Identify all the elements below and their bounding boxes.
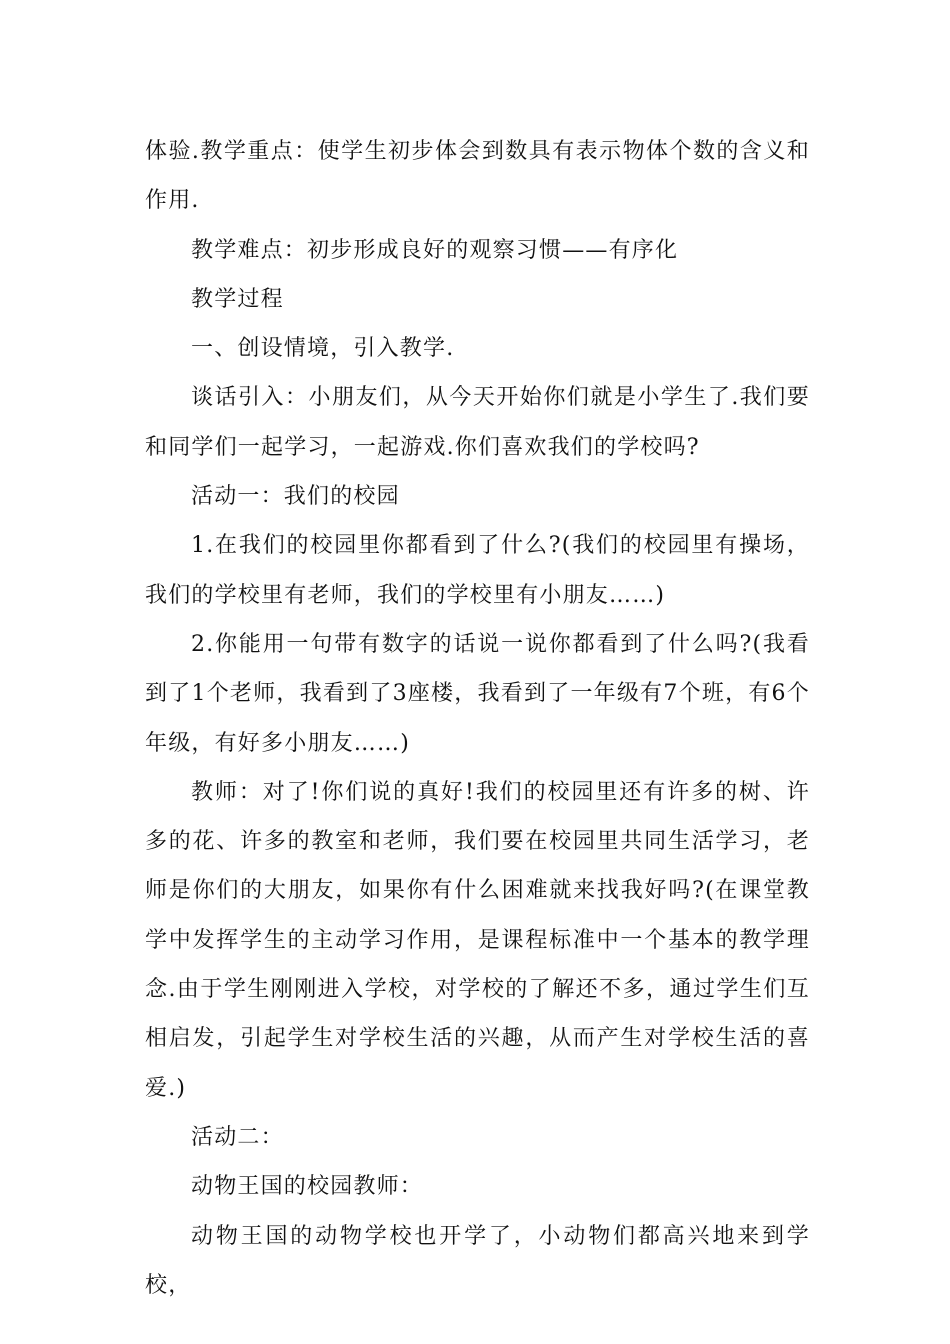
paragraph: 动物王国的校园教师： [191,1174,424,1200]
document-body [145,127,810,1310]
paragraph: 活动一：我们的校园 [191,484,400,510]
paragraph: 动物王国的动物学校也开学了，小动物们都高兴地来到学校， [145,1223,810,1298]
paragraph: 教师：对了!你们说的真好!我们的校园里还有许多的树、许多的花、许多的教室和老师，我们要在校园里共同生活学习，老师是你们的大朋友，如果你有什么困难就来找我好吗?(在课堂教学中发挥学生的主动学习作用，是课程标准中一个基本的教学理念.由于学生刚刚进入学校，对学校的了解还不多，通过学生们互相启发，引起学生对学校生活的兴趣，从而产生对学校生活的喜爱.) [145,779,810,1101]
paragraph: 教学过程 [191,286,284,312]
paragraph: 教学难点：初步形成良好的观察习惯——有序化 [191,237,679,263]
paragraph: 一、创设情境，引入教学. [191,336,455,362]
paragraph: 体验.教学重点：使学生初步体会到数具有表示物体个数的含义和作用. [145,139,810,214]
paragraph: 谈话引入：小朋友们，从今天开始你们就是小学生了.我们要和同学们一起学习，一起游戏.你们喜欢我们的学校吗? [145,385,810,460]
paragraph: 活动二： [191,1124,284,1150]
paragraph: 1.在我们的校园里你都看到了什么?(我们的校园里有操场，我们的学校里有老师，我们的学校里有小朋友……) [145,533,810,608]
paragraph: 2.你能用一句带有数字的话说一说你都看到了什么吗?(我看到了1个老师，我看到了3座楼，我看到了一年级有7个班，有6个年级，有好多小朋友……) [145,631,810,756]
